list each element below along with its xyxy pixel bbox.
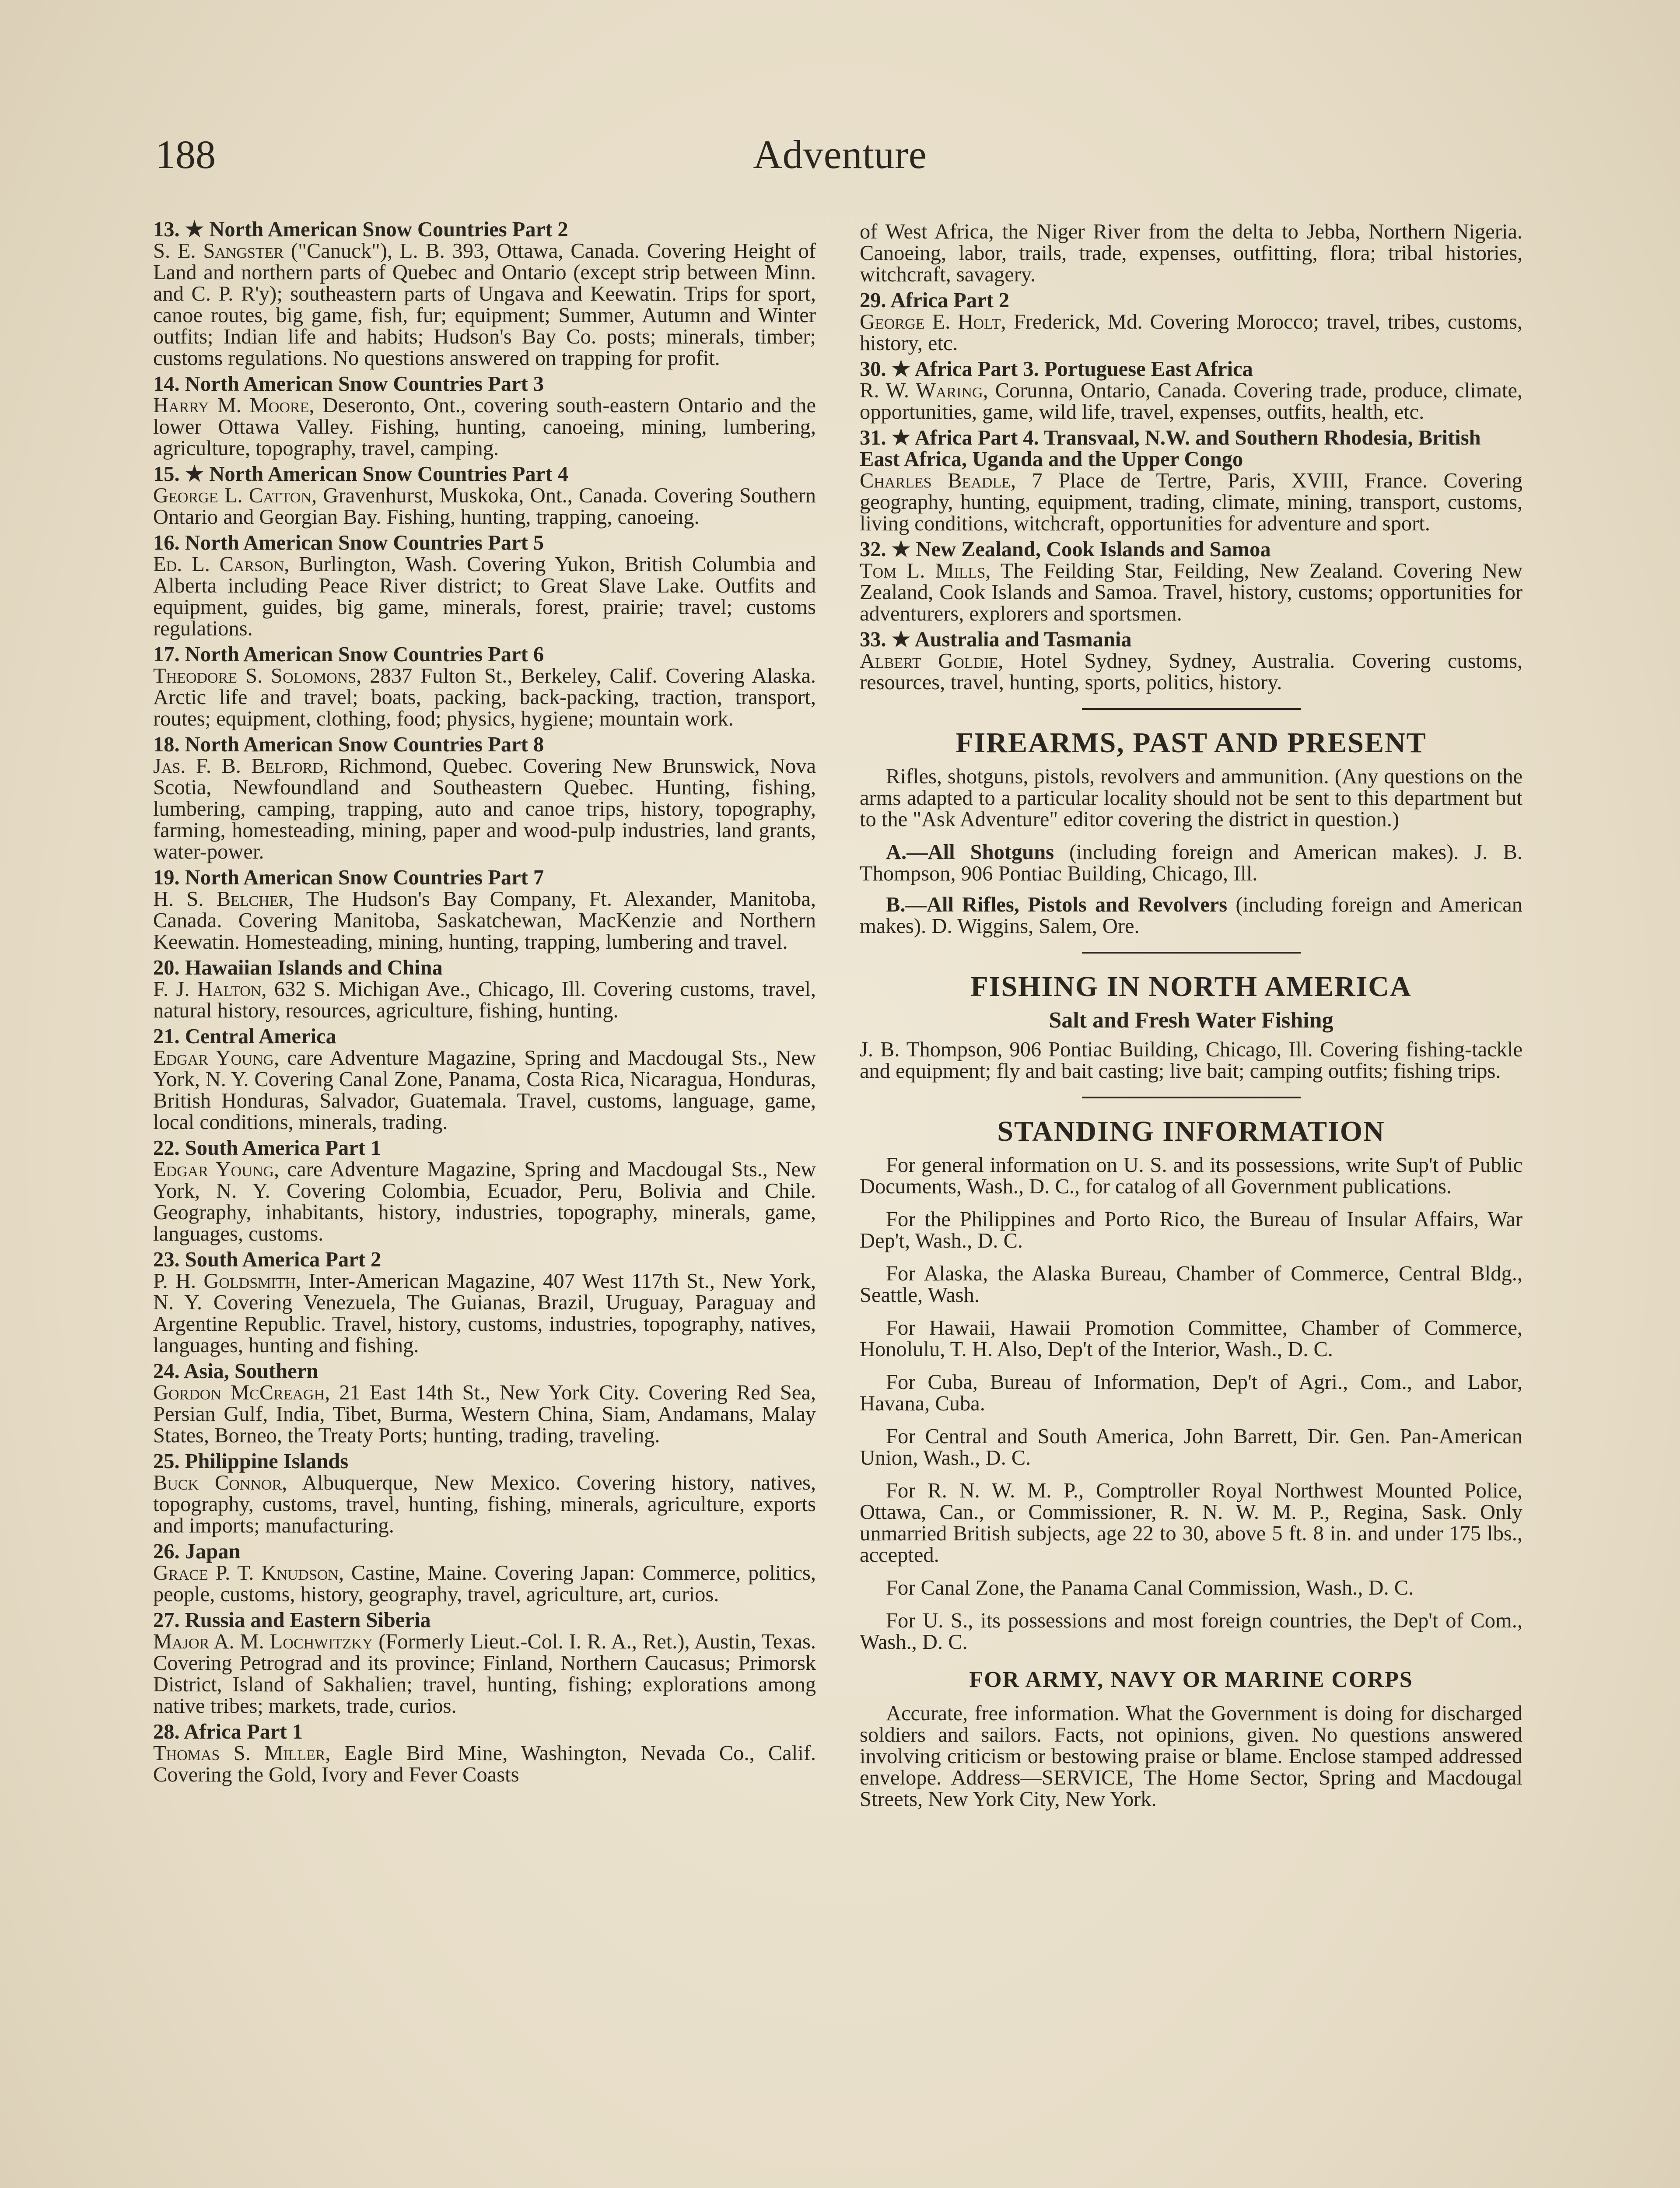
- entry-description: , Corunna, Ontario, Canada. Covering trade, produce, climate, opportunities, game, wild life, travel, expenses, outfits, health, etc.: [860, 379, 1522, 424]
- entry-description: , Castine, Maine. Covering Japan: Commerce, politics, people, customs, history, geography, travel, agriculture, art, curios.: [153, 1561, 816, 1606]
- entry-text: [153, 1382, 816, 1446]
- directory-entry: [153, 957, 816, 1021]
- entry-title: 16. North American Snow Countries Part 5: [153, 531, 544, 554]
- entry-title: 13. ★ North American Snow Countries Part 2: [153, 218, 568, 241]
- directory-entry: [860, 358, 1522, 423]
- entry-title: 31. ★ Africa Part 4. Transvaal, N.W. and Southern Rhodesia, British East Africa, Uganda and the Upper Congo: [860, 426, 1481, 471]
- editor-name: George L. Catton: [153, 484, 312, 507]
- entry-description: , Richmond, Quebec. Covering New Brunswick, Nova Scotia, Newfoundland and Southeastern Quebec. Hunting, fishing, lumbering, camping, trapping, auto and canoe trips, history, topography, farming, homesteading, mining, paper and wood-pulp industries, land grants, water-power.: [153, 754, 816, 863]
- directory-entry: [153, 1609, 816, 1717]
- entry-text: [153, 1631, 816, 1717]
- firearms-shotguns: [860, 842, 1522, 884]
- directory-entry: [153, 867, 816, 953]
- rifles-text: (including foreign and American makes). D. Wiggins, Salem, Ore.: [860, 893, 1522, 938]
- directory-entry: [153, 644, 816, 729]
- entry-title: 28. Africa Part 1: [153, 1720, 303, 1743]
- standing-paragraph: For Cuba, Bureau of Information, Dep't of Agri., Com., and Labor, Havana, Cuba.: [860, 1371, 1522, 1415]
- editor-name: Edgar Young: [153, 1158, 274, 1181]
- entry-description: , Deseronto, Ont., covering south-eastern Ontario and the lower Ottawa Valley. Fishing, hunting, canoeing, mining, lumbering, agriculture, topography, travel, camping.: [153, 394, 816, 460]
- entry-text: [153, 395, 816, 459]
- entry-text: [153, 1159, 816, 1245]
- editor-name: R. W. Waring: [860, 379, 983, 402]
- left-column: [153, 219, 816, 1790]
- directory-entry: [860, 290, 1522, 354]
- standing-paragraph: For U. S., its possessions and most foreign countries, the Dep't of Com., Wash., D. C.: [860, 1609, 1522, 1654]
- entry-title: 33. ★ Australia and Tasmania: [860, 628, 1132, 651]
- standing-paragraph: For Canal Zone, the Panama Canal Commission, Wash., D. C.: [886, 1576, 1414, 1599]
- entry-description: , 7 Place de Tertre, Paris, XVIII, France. Covering geography, hunting, equipment, trading, climate, mining, transport, customs, living conditions, witchcraft, opportunities for adventure and sport.: [860, 469, 1522, 535]
- entry-title: 20. Hawaiian Islands and China: [153, 956, 443, 979]
- entry-description: , care Adventure Magazine, Spring and Macdougal Sts., New York, N. Y. Covering Colombia, Ecuador, Peru, Bolivia and Chile. Geography, inhabitants, history, industries, topography, minerals, game, languages, customs.: [153, 1158, 816, 1245]
- entry-text: [153, 1743, 816, 1785]
- directory-entry: [860, 539, 1522, 624]
- entry-description: , Albuquerque, New Mexico. Covering history, natives, topography, customs, travel, hunting, fishing, minerals, agriculture, exports and imports; manufacturing.: [153, 1471, 816, 1537]
- standing-paragraph: For the Philippines and Porto Rico, the Bureau of Insular Affairs, War Dep't, Wash., D. C.: [860, 1208, 1522, 1252]
- editor-name: Harry M. Moore: [153, 394, 309, 417]
- continued-entry-text: of West Africa, the Niger River from the delta to Jebba, Northern Nigeria. Canoeing, labor, trails, trade, expenses, outfitting, flora; tribal histories, witchcraft, savagery.: [860, 220, 1522, 286]
- editor-name: Grace P. T. Knudson: [153, 1561, 339, 1585]
- editor-name: Edgar Young: [153, 1046, 274, 1069]
- directory-entry: [153, 219, 816, 369]
- entry-title: 30. ★ Africa Part 3. Portuguese East Africa: [860, 358, 1253, 381]
- entry-text: [153, 978, 816, 1021]
- directory-entry: [153, 1451, 816, 1536]
- entry-title: 27. Russia and Eastern Siberia: [153, 1609, 431, 1632]
- entry-text: [153, 1047, 816, 1133]
- entry-text: [860, 311, 1522, 354]
- shotguns-heading: A.—All Shotguns: [886, 841, 1054, 864]
- entry-title: 19. North American Snow Countries Part 7: [153, 866, 544, 889]
- directory-entry: [153, 734, 816, 863]
- entry-description: , The Feilding Star, Feilding, New Zealand. Covering New Zealand, Cook Islands and Samoa. Travel, history, customs; opportunities for adventurers, explorers and sportsmen.: [860, 559, 1522, 625]
- fishing-text: J. B. Thompson, 906 Pontiac Building, Chicago, Ill. Covering fishing-tackle and equipment; fly and bait casting; live bait; camping outfits; fishing trips.: [860, 1038, 1522, 1083]
- entry-text: [860, 560, 1522, 624]
- editor-name: S. E. Sangster: [153, 239, 284, 263]
- page-number: 188: [155, 132, 216, 177]
- fishing-heading: FISHING IN NORTH AMERICA: [970, 971, 1412, 1003]
- editor-name: Major A. M. Lochwitzky: [153, 1630, 373, 1653]
- directory-entry: [153, 1721, 816, 1785]
- entry-description: ("Canuck"), L. B. 393, Ottawa, Canada. Covering Height of Land and northern parts of Quebec and Ontario (except strip between Minn. and C. P. R'y); southeastern parts of Ungava and Keewatin. Trips for sport, canoe routes, big game, fish, fur; equipment; Summer, Autumn and Winter outfits; Indian life and habits; Hudson's Bay Co. posts; minerals, timber; customs regulations. No questions answered on trapping for profit.: [153, 239, 816, 370]
- directory-entry: [153, 373, 816, 459]
- editor-name: Charles Beadle: [860, 469, 1011, 492]
- entry-title: 14. North American Snow Countries Part 3: [153, 372, 544, 396]
- entry-text: [153, 1270, 816, 1356]
- section-divider: [1082, 1097, 1301, 1098]
- editor-name: P. H. Goldsmith: [153, 1269, 296, 1293]
- directory-entry: [153, 463, 816, 528]
- entry-description: , Inter-American Magazine, 407 West 117th St., New York, N. Y. Covering Venezuela, The Guianas, Brazil, Uruguay, Paraguay and Argentine Republic. Travel, history, customs, industries, topography, natives, languages, hunting and fishing.: [153, 1269, 816, 1357]
- right-entries: [860, 290, 1522, 693]
- editor-name: George E. Holt: [860, 310, 1001, 333]
- entry-text: [153, 665, 816, 729]
- firearms-rifles: [860, 894, 1522, 937]
- entry-text: [860, 380, 1522, 423]
- firearms-intro: Rifles, shotguns, pistols, revolvers and ammunition. (Any questions on the arms adapted to a particular locality should not be sent to this department but to the "Ask Adventure" editor covering the district in question.): [860, 765, 1522, 831]
- directory-entry: [153, 532, 816, 639]
- section-divider: [1082, 952, 1301, 954]
- entry-title: 22. South America Part 1: [153, 1136, 382, 1160]
- directory-entry: [153, 1137, 816, 1245]
- editor-name: Buck Connor: [153, 1471, 282, 1494]
- standing-paragraph: For general information on U. S. and its possessions, write Sup't of Public Documents, Wash., D. C., for catalog of all Government publications.: [860, 1154, 1522, 1198]
- standing-paragraphs: [860, 1154, 1522, 1653]
- entry-description: , Burlington, Wash. Covering Yukon, British Columbia and Alberta including Peace River district; to Great Slave Lake. Outfits and equipment, guides, big game, minerals, forest, prairie; travel; customs regulations.: [153, 553, 816, 640]
- entry-text: [860, 470, 1522, 534]
- standing-paragraph: For R. N. W. M. P., Comptroller Royal Northwest Mounted Police, Ottawa, Can., or Commissioner, R. N. W. M. P., Regina, Sask. Only unmarried British subjects, age 22 to 30, above 5 ft. 8 in. and under 175 lbs., accepted.: [860, 1479, 1522, 1567]
- entry-description: , Gravenhurst, Muskoka, Ont., Canada. Covering Southern Ontario and Georgian Bay. Fishing, hunting, trapping, canoeing.: [153, 484, 816, 529]
- editor-name: Albert Goldie: [860, 649, 998, 673]
- entry-text: [860, 650, 1522, 693]
- editor-name: Jas. F. B. Belford: [153, 754, 323, 778]
- army-text: Accurate, free information. What the Government is doing for discharged soldiers and sailors. Facts, not opinions, given. No questions answered involving criticism or bestowing praise or blame. Enclose stamped addressed envelope. Address—SERVICE, The Home Sector, Spring and Macdougal Streets, New York City, New York.: [860, 1702, 1522, 1811]
- entry-description: , Eagle Bird Mine, Washington, Nevada Co., Calif. Covering the Gold, Ivory and Fever Coasts: [153, 1742, 816, 1786]
- entry-title: 18. North American Snow Countries Part 8: [153, 733, 544, 756]
- firearms-heading: FIREARMS, PAST AND PRESENT: [956, 727, 1427, 759]
- standing-paragraph: For Central and South America, John Barrett, Dir. Gen. Pan-American Union, Wash., D. C.: [860, 1425, 1522, 1469]
- entry-title: 17. North American Snow Countries Part 6: [153, 643, 544, 666]
- entry-title: 26. Japan: [153, 1540, 241, 1563]
- directory-entry: [153, 1026, 816, 1133]
- entry-text: [153, 755, 816, 863]
- editor-name: Thomas S. Miller: [153, 1742, 326, 1765]
- entry-title: 21. Central America: [153, 1025, 336, 1048]
- entry-description: , Frederick, Md. Covering Morocco; travel, tribes, customs, history, etc.: [860, 310, 1523, 355]
- entry-text: [153, 485, 816, 528]
- editor-name: Theodore S. Solomons: [153, 664, 357, 687]
- entry-description: , 21 East 14th St., New York City. Covering Red Sea, Persian Gulf, India, Tibet, Burma, Western China, Siam, Andamans, Malay States, Borneo, the Treaty Ports; hunting, trading, traveling.: [153, 1381, 816, 1447]
- entry-text: [153, 1562, 816, 1605]
- entry-description: , Hotel Sydney, Sydney, Australia. Covering customs, resources, travel, hunting, sports, politics, history.: [860, 649, 1523, 694]
- entry-title: 29. Africa Part 2: [860, 289, 1010, 312]
- directory-entry: [153, 1360, 816, 1446]
- entry-description: , The Hudson's Bay Company, Ft. Alexander, Manitoba, Canada. Covering Manitoba, Saskatchewan, MacKenzie and Northern Keewatin. Homesteading, mining, hunting, trapping, lumbering and travel.: [153, 887, 816, 954]
- standing-heading: STANDING INFORMATION: [997, 1115, 1385, 1147]
- editor-name: Tom L. Mills: [860, 559, 986, 582]
- directory-entry: [860, 427, 1522, 534]
- entry-text: [153, 554, 816, 639]
- entry-description: , 632 S. Michigan Ave., Chicago, Ill. Covering customs, travel, natural history, resources, agriculture, fishing, hunting.: [153, 978, 816, 1022]
- entry-text: [153, 240, 816, 369]
- entry-title: 15. ★ North American Snow Countries Part 4: [153, 463, 568, 486]
- directory-entry: [153, 1541, 816, 1605]
- right-column: [860, 221, 1522, 1821]
- entry-title: 23. South America Part 2: [153, 1248, 382, 1271]
- entry-description: , care Adventure Magazine, Spring and Macdougal Sts., New York, N. Y. Covering Canal Zone, Panama, Costa Rica, Nicaragua, Honduras, British Honduras, Salvador, Guatemala. Travel, customs, language, game, local conditions, minerals, trading.: [153, 1046, 816, 1134]
- army-heading: FOR ARMY, NAVY OR MARINE CORPS: [969, 1667, 1413, 1692]
- standing-paragraph: For Alaska, the Alaska Bureau, Chamber of Commerce, Central Bldg., Seattle, Wash.: [860, 1262, 1522, 1307]
- directory-entry: [153, 1249, 816, 1356]
- entry-title: 24. Asia, Southern: [153, 1360, 318, 1383]
- entry-description: (Formerly Lieut.-Col. I. R. A., Ret.), Austin, Texas. Covering Petrograd and its province; Finland, Northern Caucasus; Primorsk District, Island of Sakhalien; travel, hunting, fishing; explorations among native tribes; markets, trade, curios.: [153, 1630, 816, 1718]
- entry-title: 25. Philippine Islands: [153, 1450, 349, 1473]
- editor-name: Ed. L. Carson: [153, 553, 284, 576]
- fishing-subheading: Salt and Fresh Water Fishing: [1049, 1008, 1334, 1033]
- shotguns-text: (including foreign and American makes). J. B. Thompson, 906 Pontiac Building, Chicago, Ill.: [860, 841, 1522, 885]
- entry-text: [153, 888, 816, 953]
- magazine-title: Adventure: [753, 132, 927, 177]
- rifles-heading: B.—All Rifles, Pistols and Revolvers: [886, 893, 1228, 916]
- entry-text: [153, 1472, 816, 1536]
- directory-entry: [860, 629, 1522, 693]
- editor-name: Gordon McCreagh: [153, 1381, 325, 1404]
- entry-description: , 2837 Fulton St., Berkeley, Calif. Covering Alaska. Arctic life and travel; boats, packing, back-packing, traction, transport, routes; equipment, clothing, food; physics, hygiene; mountain work.: [153, 664, 816, 730]
- editor-name: F. J. Halton: [153, 978, 262, 1001]
- editor-name: H. S. Belcher: [153, 887, 289, 911]
- section-divider: [1082, 708, 1301, 710]
- entry-title: 32. ★ New Zealand, Cook Islands and Samoa: [860, 538, 1271, 561]
- standing-paragraph: For Hawaii, Hawaii Promotion Committee, Chamber of Commerce, Honolulu, T. H. Also, Dep't of the Interior, Wash., D. C.: [860, 1316, 1522, 1361]
